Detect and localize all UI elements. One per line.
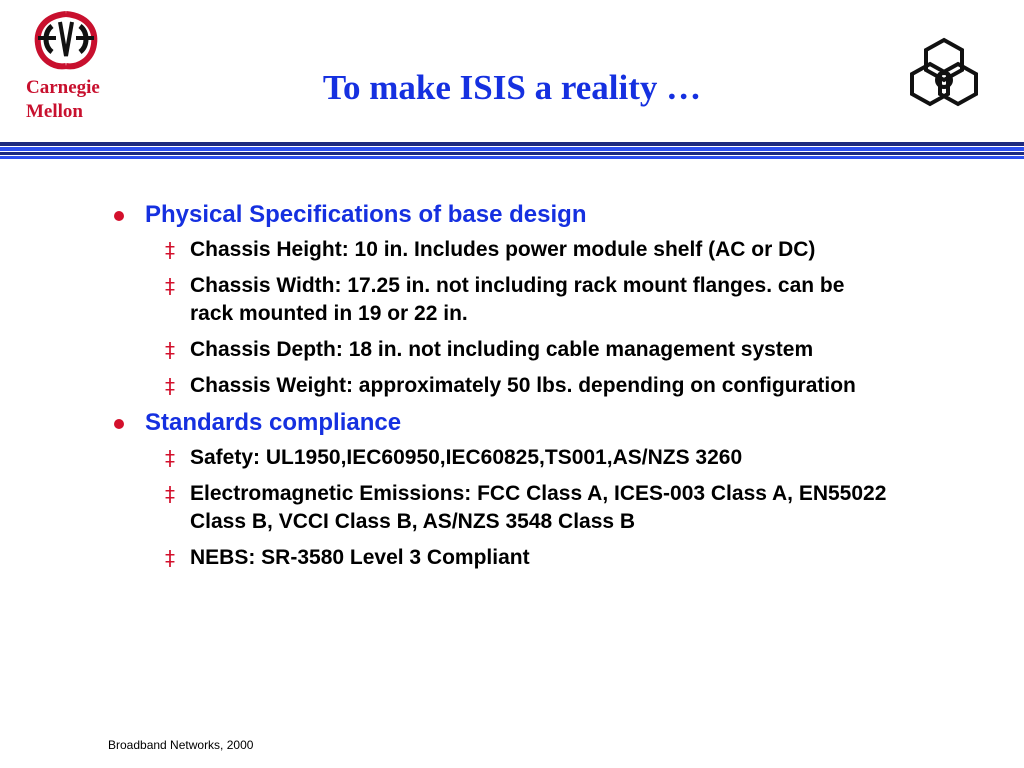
slide-body (110, 200, 910, 580)
sub-bullet: ‡ Chassis Width: 17.25 in. not including rack mount flanges. can be rack mounted in 19 or 22 in. (165, 274, 845, 325)
double-dagger-icon: ‡ (165, 374, 175, 398)
double-dagger-icon: ‡ (165, 274, 175, 298)
double-dagger-icon: ‡ (165, 482, 175, 506)
sub-bullet: ‡ Chassis Weight: approximately 50 lbs. depending on configuration (165, 374, 856, 398)
bullet-dot-icon (114, 419, 124, 429)
cmu-wordmark-line2: Mellon (26, 101, 83, 122)
bullet-physical-specs: Physical Specifications of base design (110, 200, 910, 230)
double-dagger-icon: ‡ (165, 238, 175, 262)
sub-bullet: ‡ Safety: UL1950,IEC60950,IEC60825,TS001,AS/NZS 3260 (165, 446, 743, 470)
double-dagger-icon: ‡ (165, 446, 175, 470)
borromean-knot-icon (908, 36, 980, 108)
sub-bullet: ‡ Chassis Depth: 18 in. not including cable management system (165, 338, 814, 362)
sub-bullet: ‡ NEBS: SR-3580 Level 3 Compliant (165, 546, 530, 570)
slide-title: To make ISIS a reality … (322, 68, 702, 107)
double-dagger-icon: ‡ (165, 546, 175, 570)
sub-bullet: ‡ Electromagnetic Emissions: FCC Class A, ICES-003 Class A, EN55022 Class B, VCCI Class B, AS/NZS 3548 Class B (165, 482, 887, 533)
slide-footer: Broadband Networks, 2000 (108, 738, 254, 752)
bullet-dot-icon (114, 211, 124, 221)
cmu-logo-icon (30, 8, 102, 72)
double-dagger-icon: ‡ (165, 338, 175, 362)
sub-bullet: ‡ Chassis Height: 10 in. Includes power module shelf (AC or DC) (165, 238, 816, 262)
cmu-wordmark-line1: Carnegie (26, 77, 100, 98)
bullet-standards-compliance: Standards compliance (110, 408, 910, 438)
header-divider (0, 140, 1024, 162)
